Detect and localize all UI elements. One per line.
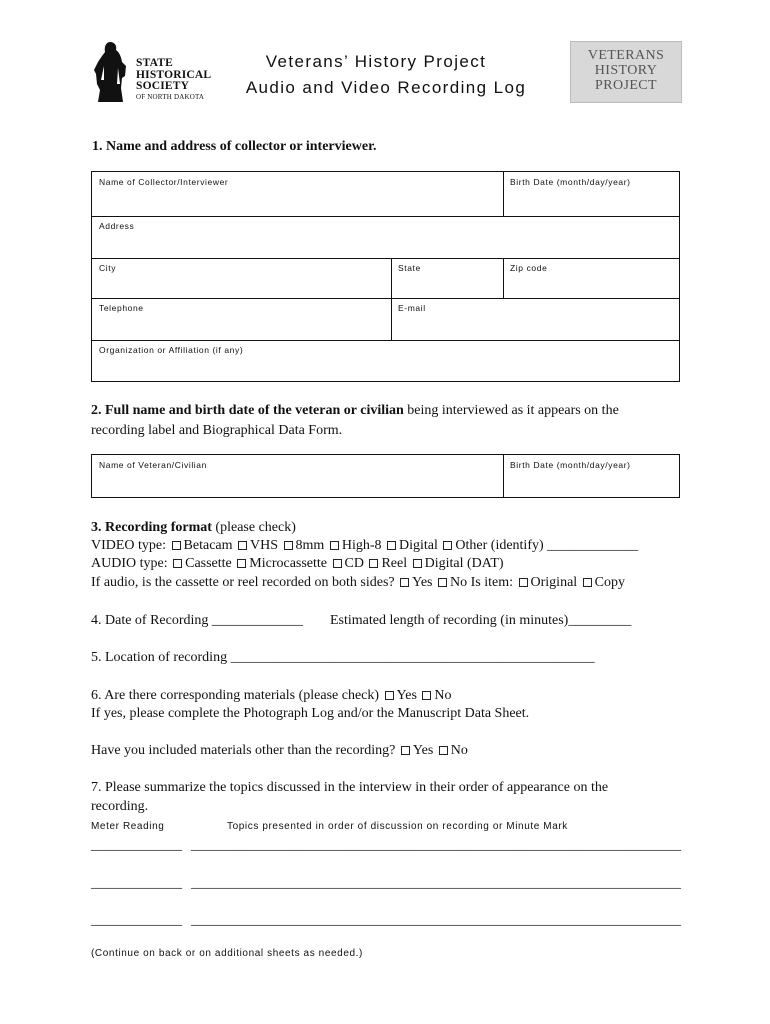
vhs-checkbox[interactable] xyxy=(238,541,247,550)
logo-text-state: STATE xyxy=(136,57,174,69)
city-field[interactable]: City xyxy=(99,263,117,273)
state-field[interactable]: State xyxy=(398,263,421,273)
both-sides-question: If audio, is the cassette or reel recorded on both sides? xyxy=(91,575,395,590)
corresponding-materials-row xyxy=(91,688,452,704)
cd-label: CD xyxy=(344,556,364,571)
soldier-statue-icon xyxy=(92,40,132,104)
logo-text-historical: HISTORICAL xyxy=(136,68,212,81)
betacam-label: Betacam xyxy=(183,538,233,553)
topic-line-2[interactable]: ______________________________________________________________________ xyxy=(191,876,681,891)
collector-name-field[interactable]: Name of Collector/Interviewer xyxy=(99,177,229,187)
both-sides-row xyxy=(91,575,625,591)
cassette-checkbox[interactable] xyxy=(173,559,182,568)
section-7-heading-line2: recording. xyxy=(91,799,149,814)
telephone-field[interactable]: Telephone xyxy=(99,303,144,313)
veteran-birth-date-field[interactable]: Birth Date (month/day/year) xyxy=(510,460,631,470)
materials-no-label: No xyxy=(434,688,452,703)
materials-yes-checkbox[interactable] xyxy=(385,691,394,700)
state-historical-society-logo xyxy=(92,40,212,104)
cassette-label: Cassette xyxy=(185,556,232,571)
high-8-checkbox[interactable] xyxy=(330,541,339,550)
copy-checkbox[interactable] xyxy=(583,578,592,587)
both-sides-yes-checkbox[interactable] xyxy=(400,578,409,587)
is-item-label: Is item: xyxy=(470,575,514,590)
veteran-info-table xyxy=(91,454,680,498)
veteran-name-field[interactable]: Name of Veteran/Civilian xyxy=(99,460,207,470)
topics-column-header: Topics presented in order of discussion on recording or Minute Mark xyxy=(227,821,568,832)
video-type-row xyxy=(91,538,638,554)
video-digital-label: Digital xyxy=(399,538,438,553)
vhp-logo-text-2: HISTORY xyxy=(594,63,658,78)
corresponding-materials-question: 6. Are there corresponding materials (please check) xyxy=(91,688,380,703)
zip-code-field[interactable]: Zip code xyxy=(510,263,548,273)
logo-text-society: SOCIETY xyxy=(136,80,190,92)
date-of-recording-field[interactable]: 4. Date of Recording _____________ xyxy=(91,613,303,628)
other-materials-row xyxy=(91,743,468,759)
section-1-heading: 1. Name and address of collector or interviewer. xyxy=(92,139,377,154)
logo-text-north-dakota: OF NORTH DAKOTA xyxy=(136,92,205,101)
continuation-footnote: (Continue on back or on additional sheets as needed.) xyxy=(91,948,363,959)
other-materials-yes-label: Yes xyxy=(412,743,434,758)
collector-birth-date-field[interactable]: Birth Date (month/day/year) xyxy=(510,177,631,187)
other-materials-no-checkbox[interactable] xyxy=(439,746,448,755)
meter-reading-line-1[interactable]: _____________ xyxy=(91,838,182,853)
video-other-checkbox[interactable] xyxy=(443,541,452,550)
reel-checkbox[interactable] xyxy=(369,559,378,568)
cd-checkbox[interactable] xyxy=(333,559,342,568)
video-other-label: Other xyxy=(455,538,488,553)
estimated-length-field[interactable]: Estimated length of recording (in minutes)_________ xyxy=(330,613,632,628)
vhs-label: VHS xyxy=(250,538,279,553)
organization-field[interactable]: Organization or Affiliation (if any) xyxy=(99,345,244,355)
materials-yes-label: Yes xyxy=(396,688,417,703)
materials-no-checkbox[interactable] xyxy=(422,691,431,700)
topic-line-3[interactable]: ______________________________________________________________________ xyxy=(191,913,681,928)
high-8-label: High-8 xyxy=(341,538,382,553)
microcassette-checkbox[interactable] xyxy=(237,559,246,568)
reel-label: Reel xyxy=(381,556,408,571)
video-other-identify-field[interactable]: (identify) _____________ xyxy=(487,538,639,553)
microcassette-label: Microcassette xyxy=(249,556,328,571)
original-label: Original xyxy=(530,575,578,590)
both-sides-yes-label: Yes xyxy=(412,575,433,590)
form-title: Veterans’ History Project xyxy=(265,52,487,71)
section-7-heading: 7. Please summarize the topics discussed in the interview in their order of appearance on the xyxy=(91,780,609,795)
location-of-recording-field[interactable]: 5. Location of recording ____________________________________________________ xyxy=(91,650,595,665)
8mm-checkbox[interactable] xyxy=(284,541,293,550)
audio-digital-dat-checkbox[interactable] xyxy=(413,559,422,568)
section-2-heading: 2. Full name and birth date of the veteran or civilian being interviewed as it appears on the xyxy=(91,403,619,418)
other-materials-yes-checkbox[interactable] xyxy=(401,746,410,755)
both-sides-no-label: No xyxy=(450,575,468,590)
materials-note: If yes, please complete the Photograph Log and/or the Manuscript Data Sheet. xyxy=(91,706,530,721)
original-checkbox[interactable] xyxy=(519,578,528,587)
copy-label: Copy xyxy=(594,575,626,590)
video-digital-checkbox[interactable] xyxy=(387,541,396,550)
vhp-logo-text-1: VETERANS xyxy=(587,48,665,63)
email-field[interactable]: E-mail xyxy=(398,303,426,313)
veterans-history-project-logo xyxy=(570,41,682,103)
other-materials-question: Have you included materials other than the recording? xyxy=(91,743,396,758)
meter-reading-line-3[interactable]: _____________ xyxy=(91,913,182,928)
other-materials-no-label: No xyxy=(450,743,468,758)
meter-reading-column-header: Meter Reading xyxy=(91,821,165,832)
vhp-logo-text-3: PROJECT xyxy=(595,78,657,93)
video-type-label: VIDEO type: xyxy=(91,538,167,553)
section-3-heading: 3. Recording format (please check) xyxy=(91,520,296,535)
audio-type-label: AUDIO type: xyxy=(91,556,168,571)
topic-line-1[interactable]: ______________________________________________________________________ xyxy=(191,838,681,853)
address-field[interactable]: Address xyxy=(99,221,135,231)
audio-type-row xyxy=(91,556,504,572)
collector-info-table xyxy=(91,171,680,382)
betacam-checkbox[interactable] xyxy=(172,541,181,550)
meter-reading-line-2[interactable]: _____________ xyxy=(91,876,182,891)
audio-digital-dat-label: Digital (DAT) xyxy=(424,556,504,571)
section-2-heading-line2: recording label and Biographical Data Form. xyxy=(91,423,343,438)
form-subtitle: Audio and Video Recording Log xyxy=(245,78,527,97)
both-sides-no-checkbox[interactable] xyxy=(438,578,447,587)
8mm-label: 8mm xyxy=(295,538,325,553)
